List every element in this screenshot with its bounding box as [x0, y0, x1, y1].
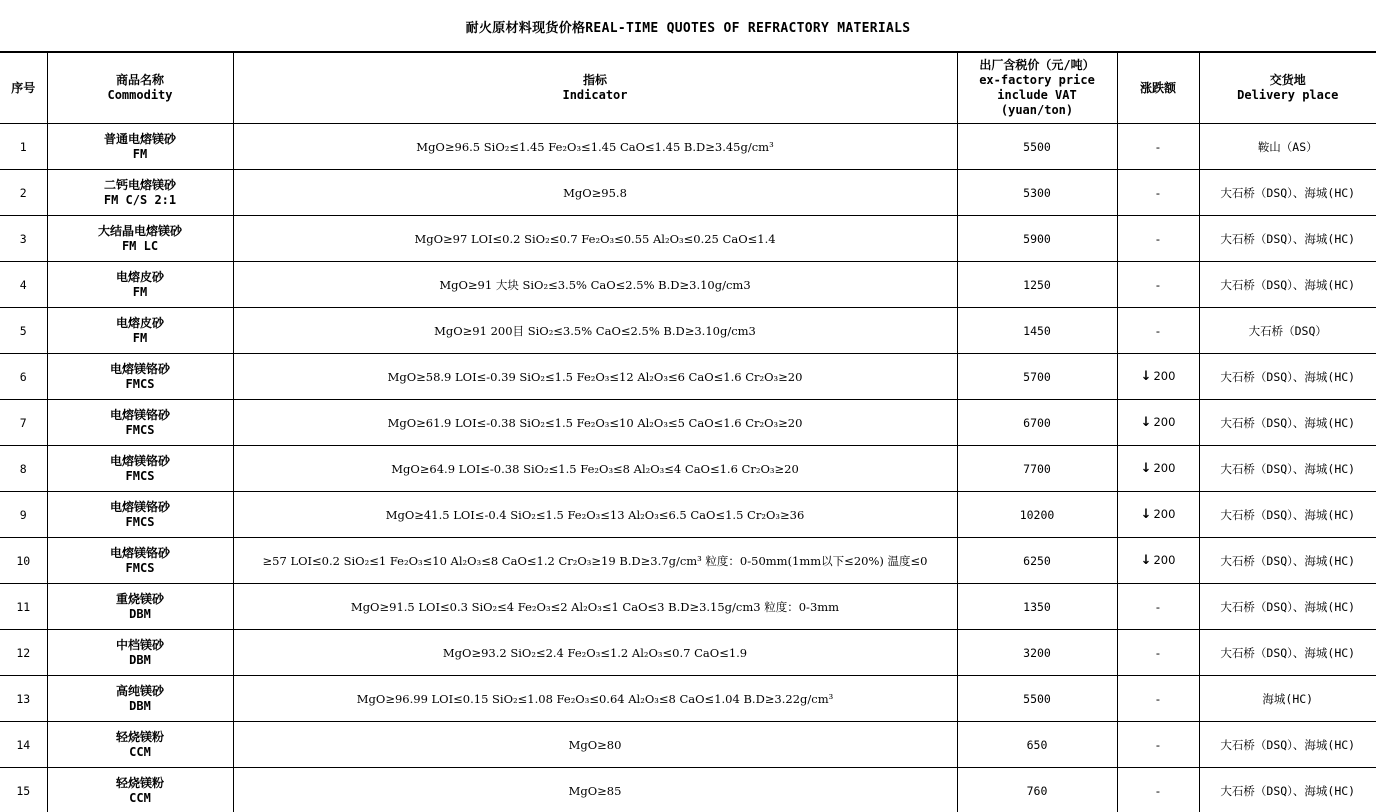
price-cell: 5700: [957, 354, 1117, 400]
commodity-cell: [47, 262, 233, 308]
change-cell: [1117, 538, 1199, 584]
commodity-name-en: FMCS: [125, 560, 155, 575]
change-cell: [1117, 446, 1199, 492]
indicator-cell: MgO≥96.99 LOI≤0.15 SiO₂≤1.08 Fe₂O₃≤0.64 Al₂O₃≤8 CaO≤1.04 B.D≥3.22g/cm³: [233, 676, 957, 722]
header-row: [0, 53, 1376, 124]
table-body: [0, 124, 1376, 812]
row-number: 4: [0, 262, 47, 308]
table-row: [0, 538, 1376, 584]
header-no: 序号: [0, 53, 47, 124]
commodity-name-cn: 电熔皮砂: [115, 315, 164, 330]
change-value: -: [1155, 645, 1161, 660]
commodity-name-en: FM: [132, 330, 148, 345]
commodity-name-en: FM C/S 2:1: [103, 192, 177, 207]
change-cell: [1117, 354, 1199, 400]
change-value: -: [1155, 139, 1161, 154]
commodity-cell: [47, 768, 233, 812]
change-value: 200: [1153, 369, 1176, 383]
delivery-cell: 大石桥（DSQ）: [1199, 308, 1376, 354]
price-cell: 7700: [957, 446, 1117, 492]
price-table: [0, 52, 1376, 812]
indicator-cell: MgO≥96.5 SiO₂≤1.45 Fe₂O₃≤1.45 CaO≤1.45 B.D≥3.45g/cm³: [233, 124, 957, 170]
change-value: -: [1155, 231, 1161, 246]
commodity-cell: [47, 216, 233, 262]
commodity-name-cn: 电熔镁铬砂: [109, 407, 170, 422]
delivery-cell: 大石桥（DSQ）、海城(HC): [1199, 630, 1376, 676]
change-value: 200: [1153, 415, 1176, 429]
commodity-name-en: DBM: [129, 606, 151, 621]
row-number: 13: [0, 676, 47, 722]
delivery-cell: 大石桥（DSQ）、海城(HC): [1199, 768, 1376, 812]
row-number: 10: [0, 538, 47, 584]
commodity-name-cn: 轻烧镁粉: [115, 775, 164, 790]
change-value: 200: [1153, 553, 1176, 567]
indicator-cell: MgO≥58.9 LOI≤-0.39 SiO₂≤1.5 Fe₂O₃≤12 Al₂O₃≤6 CaO≤1.6 Cr₂O₃≥20: [233, 354, 957, 400]
indicator-cell: MgO≥80: [233, 722, 957, 768]
indicator-cell: MgO≥97 LOI≤0.2 SiO₂≤0.7 Fe₂O₃≤0.55 Al₂O₃≤0.25 CaO≤1.4: [233, 216, 957, 262]
change-value: -: [1155, 277, 1161, 292]
indicator-cell: MgO≥85: [233, 768, 957, 812]
delivery-cell: 大石桥（DSQ）、海城(HC): [1199, 722, 1376, 768]
indicator-cell: MgO≥41.5 LOI≤-0.4 SiO₂≤1.5 Fe₂O₃≤13 Al₂O₃≤6.5 CaO≤1.5 Cr₂O₃≥36: [233, 492, 957, 538]
commodity-name-cn: 电熔镁铬砂: [109, 545, 170, 560]
table-row: [0, 768, 1376, 812]
delivery-cell: 大石桥（DSQ）、海城(HC): [1199, 538, 1376, 584]
commodity-cell: [47, 584, 233, 630]
price-cell: 3200: [957, 630, 1117, 676]
down-arrow-icon: ↓: [1140, 507, 1152, 522]
change-cell: [1117, 630, 1199, 676]
commodity-cell: [47, 676, 233, 722]
commodity-name-cn: 重烧镁砂: [115, 591, 164, 606]
commodity-name-en: CCM: [129, 744, 151, 759]
price-cell: 1350: [957, 584, 1117, 630]
header-delivery: 交货地 Delivery place: [1199, 53, 1376, 124]
delivery-cell: 鞍山（AS）: [1199, 124, 1376, 170]
change-cell: [1117, 584, 1199, 630]
delivery-cell: 大石桥（DSQ）、海城(HC): [1199, 400, 1376, 446]
commodity-cell: [47, 354, 233, 400]
change-value: -: [1155, 599, 1161, 614]
table-row: [0, 630, 1376, 676]
indicator-cell: MgO≥61.9 LOI≤-0.38 SiO₂≤1.5 Fe₂O₃≤10 Al₂O₃≤5 CaO≤1.6 Cr₂O₃≥20: [233, 400, 957, 446]
change-cell: [1117, 768, 1199, 812]
commodity-name-en: DBM: [129, 652, 151, 667]
change-value: -: [1155, 737, 1161, 752]
commodity-name-cn: 电熔皮砂: [115, 269, 164, 284]
change-cell: [1117, 170, 1199, 216]
row-number: 15: [0, 768, 47, 812]
change-cell: [1117, 722, 1199, 768]
row-number: 7: [0, 400, 47, 446]
change-value: 200: [1153, 461, 1176, 475]
table-row: [0, 492, 1376, 538]
row-number: 6: [0, 354, 47, 400]
delivery-cell: 大石桥（DSQ）、海城(HC): [1199, 584, 1376, 630]
commodity-name-en: FM LC: [121, 238, 159, 253]
price-cell: 1250: [957, 262, 1117, 308]
price-cell: 5900: [957, 216, 1117, 262]
commodity-cell: [47, 492, 233, 538]
commodity-name-en: FMCS: [125, 468, 155, 483]
table-row: [0, 584, 1376, 630]
delivery-cell: 海城(HC): [1199, 676, 1376, 722]
header-indicator: 指标 Indicator: [233, 53, 957, 124]
row-number: 2: [0, 170, 47, 216]
table-row: [0, 446, 1376, 492]
row-number: 8: [0, 446, 47, 492]
commodity-name-en: CCM: [129, 790, 151, 805]
down-arrow-icon: ↓: [1140, 369, 1152, 384]
indicator-cell: MgO≥93.2 SiO₂≤2.4 Fe₂O₃≤1.2 Al₂O₃≤0.7 CaO≤1.9: [233, 630, 957, 676]
table-row: [0, 354, 1376, 400]
row-number: 1: [0, 124, 47, 170]
down-arrow-icon: ↓: [1140, 553, 1152, 568]
price-cell: 1450: [957, 308, 1117, 354]
table-row: [0, 676, 1376, 722]
change-value: -: [1155, 783, 1161, 798]
header-price: 出厂含税价（元/吨） ex-factory price include VAT (yuan/ton): [957, 53, 1117, 124]
commodity-name-cn: 电熔镁铬砂: [109, 453, 170, 468]
commodity-name-cn: 大结晶电熔镁砂: [97, 223, 182, 238]
indicator-cell: MgO≥95.8: [233, 170, 957, 216]
delivery-cell: 大石桥（DSQ）、海城(HC): [1199, 446, 1376, 492]
change-value: -: [1155, 323, 1161, 338]
change-value: -: [1155, 185, 1161, 200]
indicator-cell: ≥57 LOI≤0.2 SiO₂≤1 Fe₂O₃≤10 Al₂O₃≤8 CaO≤1.2 Cr₂O₃≥19 B.D≥3.7g/cm³ 粒度：0-50mm(1mm以下≤20%) 温度≤0: [233, 538, 957, 584]
price-cell: 760: [957, 768, 1117, 812]
commodity-name-en: FMCS: [125, 514, 155, 529]
change-cell: [1117, 308, 1199, 354]
table-row: [0, 124, 1376, 170]
commodity-cell: [47, 446, 233, 492]
commodity-name-cn: 中档镁砂: [115, 637, 164, 652]
delivery-cell: 大石桥（DSQ）、海城(HC): [1199, 216, 1376, 262]
row-number: 3: [0, 216, 47, 262]
change-cell: [1117, 262, 1199, 308]
table-row: [0, 262, 1376, 308]
change-cell: [1117, 676, 1199, 722]
commodity-cell: [47, 400, 233, 446]
price-cell: 10200: [957, 492, 1117, 538]
commodity-name-cn: 轻烧镁粉: [115, 729, 164, 744]
price-cell: 6700: [957, 400, 1117, 446]
row-number: 14: [0, 722, 47, 768]
commodity-cell: [47, 538, 233, 584]
change-cell: [1117, 400, 1199, 446]
delivery-cell: 大石桥（DSQ）、海城(HC): [1199, 354, 1376, 400]
down-arrow-icon: ↓: [1140, 461, 1152, 476]
row-number: 5: [0, 308, 47, 354]
price-cell: 6250: [957, 538, 1117, 584]
commodity-name-cn: 电熔镁铬砂: [109, 361, 170, 376]
change-cell: [1117, 492, 1199, 538]
indicator-cell: MgO≥64.9 LOI≤-0.38 SiO₂≤1.5 Fe₂O₃≤8 Al₂O₃≤4 CaO≤1.6 Cr₂O₃≥20: [233, 446, 957, 492]
indicator-cell: MgO≥91.5 LOI≤0.3 SiO₂≤4 Fe₂O₃≤2 Al₂O₃≤1 CaO≤3 B.D≥3.15g/cm3 粒度：0-3mm: [233, 584, 957, 630]
table-row: [0, 216, 1376, 262]
commodity-name-en: FM: [132, 146, 148, 161]
change-value: -: [1155, 691, 1161, 706]
delivery-cell: 大石桥（DSQ）、海城(HC): [1199, 492, 1376, 538]
price-cell: 5500: [957, 124, 1117, 170]
commodity-cell: [47, 124, 233, 170]
down-arrow-icon: ↓: [1140, 415, 1152, 430]
row-number: 12: [0, 630, 47, 676]
indicator-cell: MgO≥91 大块 SiO₂≤3.5% CaO≤2.5% B.D≥3.10g/cm3: [233, 262, 957, 308]
table-row: [0, 170, 1376, 216]
commodity-name-en: FMCS: [125, 422, 155, 437]
change-value: 200: [1153, 507, 1176, 521]
price-cell: 5500: [957, 676, 1117, 722]
commodity-name-cn: 电熔镁铬砂: [109, 499, 170, 514]
delivery-cell: 大石桥（DSQ）、海城(HC): [1199, 262, 1376, 308]
commodity-cell: [47, 308, 233, 354]
delivery-cell: 大石桥（DSQ）、海城(HC): [1199, 170, 1376, 216]
commodity-name-cn: 普通电熔镁砂: [103, 131, 176, 146]
commodity-name-en: FMCS: [125, 376, 155, 391]
price-cell: 5300: [957, 170, 1117, 216]
change-cell: [1117, 216, 1199, 262]
commodity-name-cn: 二钙电熔镁砂: [103, 177, 176, 192]
change-cell: [1117, 124, 1199, 170]
sheet-title: 耐火原材料现货价格REAL-TIME QUOTES OF REFRACTORY MATERIALS: [0, 0, 1376, 52]
commodity-cell: [47, 170, 233, 216]
commodity-name-en: DBM: [129, 698, 151, 713]
commodity-name-cn: 高纯镁砂: [115, 683, 164, 698]
commodity-cell: [47, 722, 233, 768]
header-change: 涨跌额: [1117, 53, 1199, 124]
table-row: [0, 400, 1376, 446]
row-number: 9: [0, 492, 47, 538]
commodity-name-en: FM: [132, 284, 148, 299]
table-row: [0, 722, 1376, 768]
row-number: 11: [0, 584, 47, 630]
indicator-cell: MgO≥91 200目 SiO₂≤3.5% CaO≤2.5% B.D≥3.10g/cm3: [233, 308, 957, 354]
table-row: [0, 308, 1376, 354]
header-commodity: 商品名称 Commodity: [47, 53, 233, 124]
commodity-cell: [47, 630, 233, 676]
price-cell: 650: [957, 722, 1117, 768]
